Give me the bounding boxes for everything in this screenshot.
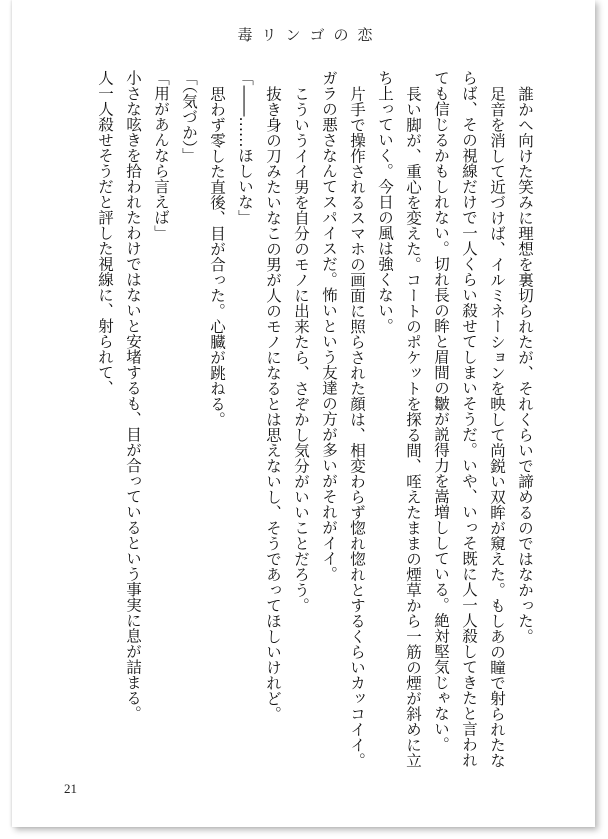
vertical-text-body — [91, 70, 539, 775]
paragraph: 抜き身の刀みたいなこの男が人のモノになるとは思えないし、そうであってほしいけれど。 — [264, 85, 282, 721]
paragraph: 人一人殺せそうだと評した視線に、射られて、 — [96, 70, 114, 396]
book-page — [12, 0, 595, 827]
page-title: 毒リンゴの恋 — [237, 26, 382, 44]
paragraph: 片手で操作されるスマホの画面に照らされた顔は、相変わらず惚れ惚れとするくらいカッコイイ。ガラの悪さなんてスパイスだ。怖いという友達の方が多いがそれがイイ。 — [320, 70, 366, 768]
paragraph: 足音を消して近づけば、イルミネーションを映して尚鋭い双眸が窺えた。もしあの瞳で射られたならば、その視線だけで一人くらい殺せてしまいそうだ。いや、いっそ既に人一人殺してきたと言われても信じるかもしれない。切れ長の眸と眉間の皺が説得力を嵩増ししている。絶対堅気じゃない。 — [432, 70, 506, 768]
dialogue-line: 「（気づか）」 — [180, 70, 198, 163]
paragraph: 思わず零した直後、目が合った。心臓が跳ねる。 — [208, 85, 226, 427]
paragraph: こういうイイ男を自分のモノに出来たら、さぞかし気分がいいことだろう。 — [292, 85, 310, 613]
dialogue-line: 「――……ほしいな」 — [236, 70, 254, 225]
paragraph: 誰かへ向けた笑みに理想を裏切られたが、それくらいで諦めるのではなかった。 — [516, 85, 534, 644]
page-number: 21 — [64, 781, 77, 796]
dialogue-line: 「用があんなら言えば」 — [152, 70, 170, 241]
paragraph: 小さな呟きを拾われたわけではないと安堵するも、目が合っているという事実に息が詰まる。 — [124, 70, 142, 721]
paragraph: 長い脚が、重心を変えた。コートのポケットを探る間、咥えたままの煙草から一筋の煙が斜めに立ち上っていく。今日の風は強くない。 — [376, 70, 422, 768]
